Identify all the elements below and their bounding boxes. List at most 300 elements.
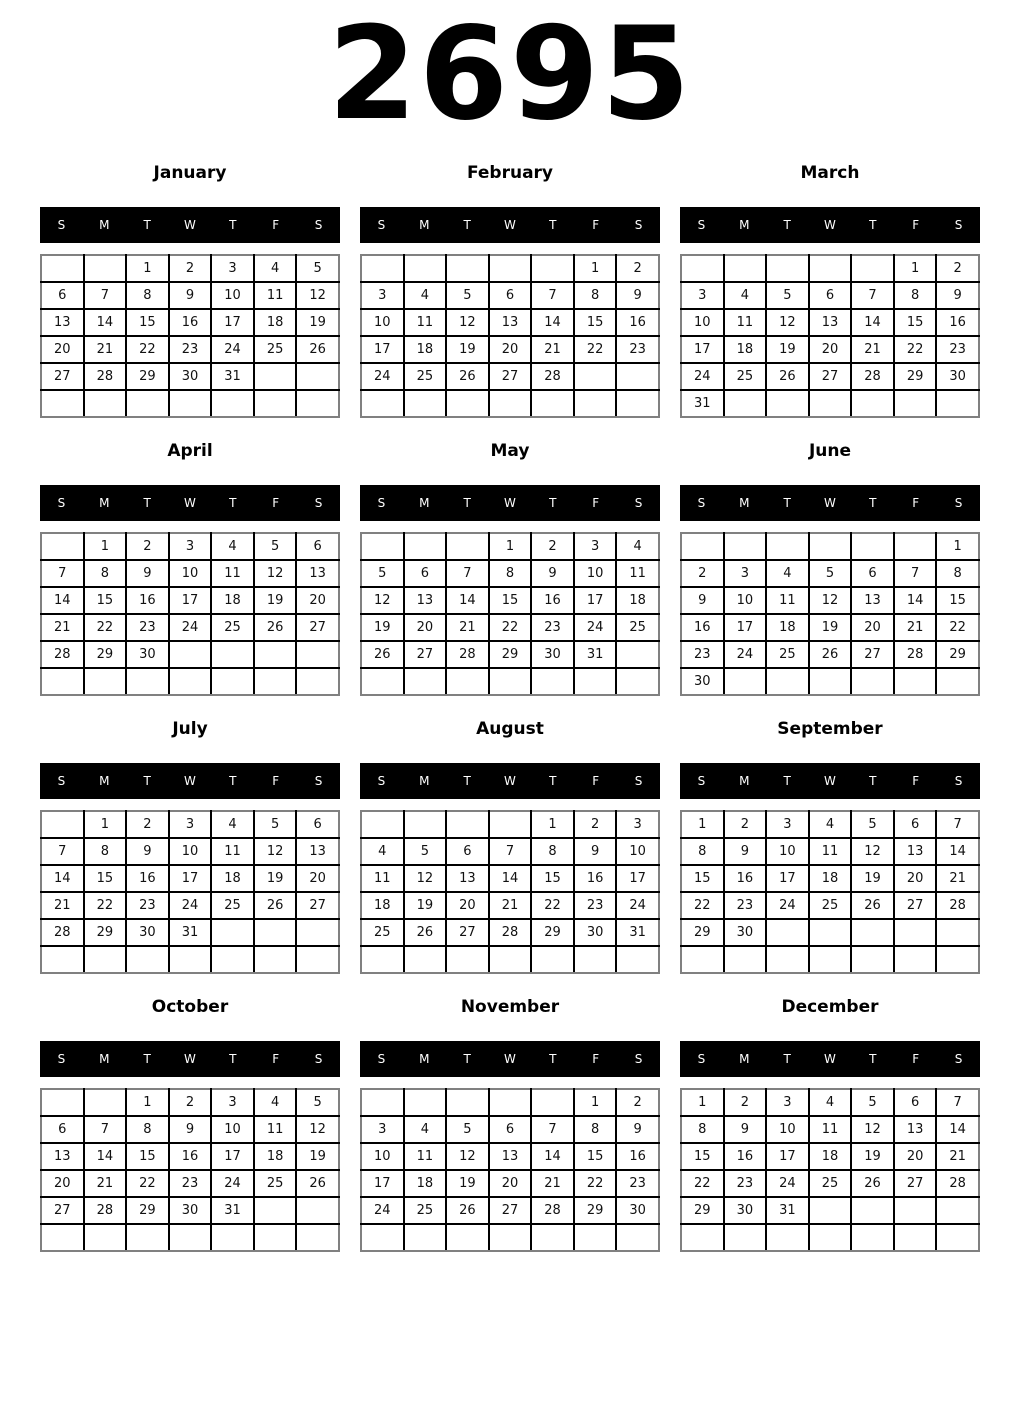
week-row — [361, 838, 659, 865]
weekday-label: S — [634, 1052, 643, 1066]
day-cell: 12 — [361, 587, 404, 614]
day-cell: 20 — [296, 865, 339, 892]
day-cell — [296, 390, 339, 417]
day-cell — [254, 919, 297, 946]
day-cell: 14 — [936, 1116, 979, 1143]
day-cell: 12 — [766, 309, 809, 336]
day-cell: 29 — [894, 363, 937, 390]
day-cell: 11 — [766, 587, 809, 614]
week-row — [361, 1089, 659, 1116]
day-cell: 8 — [936, 560, 979, 587]
weekday-label: S — [314, 774, 323, 788]
day-cell — [574, 1224, 617, 1251]
day-cell: 18 — [766, 614, 809, 641]
week-row — [681, 1197, 979, 1224]
weekday-label: T — [869, 496, 877, 510]
day-cell: 2 — [126, 533, 169, 560]
day-cell — [851, 533, 894, 560]
day-cell: 31 — [766, 1197, 809, 1224]
weekday-label: W — [824, 218, 836, 232]
week-row — [361, 614, 659, 641]
day-cell: 15 — [531, 865, 574, 892]
month-june — [680, 438, 980, 716]
week-row — [41, 1116, 339, 1143]
day-cell: 9 — [574, 838, 617, 865]
day-cell: 25 — [254, 1170, 297, 1197]
day-cell — [851, 1197, 894, 1224]
day-cell: 4 — [211, 533, 254, 560]
day-cell: 15 — [84, 587, 127, 614]
weekday-header-bar — [40, 207, 340, 243]
day-cell — [296, 668, 339, 695]
day-cell — [361, 390, 404, 417]
day-cell: 19 — [809, 614, 852, 641]
day-cell — [489, 1089, 532, 1116]
day-cell — [254, 641, 297, 668]
day-cell: 8 — [574, 1116, 617, 1143]
day-cell: 12 — [296, 1116, 339, 1143]
day-cell — [296, 363, 339, 390]
day-cell: 29 — [489, 641, 532, 668]
day-cell: 11 — [724, 309, 767, 336]
weekday-label: S — [634, 774, 643, 788]
day-cell: 13 — [41, 309, 84, 336]
weekday-label: W — [824, 496, 836, 510]
day-cell — [809, 533, 852, 560]
day-cell: 29 — [574, 1197, 617, 1224]
day-cell — [936, 1197, 979, 1224]
day-cell — [254, 668, 297, 695]
weekday-label: M — [419, 496, 430, 510]
day-cell: 5 — [361, 560, 404, 587]
day-cell: 11 — [809, 838, 852, 865]
day-cell: 11 — [254, 282, 297, 309]
day-cell: 3 — [169, 533, 212, 560]
day-cell: 26 — [809, 641, 852, 668]
week-row — [681, 865, 979, 892]
day-cell — [531, 1089, 574, 1116]
week-row — [681, 1224, 979, 1251]
day-cell — [84, 390, 127, 417]
day-cell: 18 — [361, 892, 404, 919]
day-cell: 20 — [489, 336, 532, 363]
weekday-label: M — [419, 1052, 430, 1066]
day-cell: 12 — [254, 560, 297, 587]
day-cell: 9 — [126, 838, 169, 865]
day-cell: 7 — [936, 1089, 979, 1116]
day-cell — [489, 811, 532, 838]
day-cell — [616, 363, 659, 390]
day-cell — [616, 390, 659, 417]
date-grid — [360, 532, 660, 696]
day-cell: 7 — [489, 838, 532, 865]
week-row — [681, 1116, 979, 1143]
day-cell — [616, 641, 659, 668]
weekday-label: S — [314, 496, 323, 510]
week-row — [361, 533, 659, 560]
day-cell — [894, 1197, 937, 1224]
day-cell: 4 — [404, 282, 447, 309]
day-cell: 17 — [766, 865, 809, 892]
day-cell: 23 — [616, 336, 659, 363]
day-cell: 3 — [766, 1089, 809, 1116]
day-cell: 26 — [296, 336, 339, 363]
day-cell: 13 — [41, 1143, 84, 1170]
day-cell: 22 — [574, 336, 617, 363]
week-row — [361, 363, 659, 390]
day-cell: 1 — [681, 1089, 724, 1116]
day-cell: 11 — [616, 560, 659, 587]
day-cell: 22 — [936, 614, 979, 641]
day-cell — [724, 390, 767, 417]
day-cell: 11 — [361, 865, 404, 892]
day-cell — [446, 946, 489, 973]
day-cell: 21 — [41, 614, 84, 641]
day-cell: 25 — [361, 919, 404, 946]
weekday-label: T — [869, 218, 877, 232]
day-cell: 18 — [254, 1143, 297, 1170]
day-cell: 2 — [574, 811, 617, 838]
day-cell: 30 — [126, 919, 169, 946]
week-row — [361, 946, 659, 973]
weekday-label: S — [954, 496, 963, 510]
day-cell — [361, 1224, 404, 1251]
day-cell — [936, 946, 979, 973]
weekday-label: S — [57, 496, 66, 510]
day-cell — [41, 946, 84, 973]
week-row — [361, 865, 659, 892]
day-cell: 13 — [489, 309, 532, 336]
day-cell: 27 — [296, 892, 339, 919]
weekday-label: T — [783, 774, 791, 788]
day-cell: 3 — [361, 282, 404, 309]
day-cell: 14 — [531, 309, 574, 336]
day-cell — [126, 668, 169, 695]
month-december — [680, 994, 980, 1272]
day-cell — [574, 390, 617, 417]
day-cell: 19 — [404, 892, 447, 919]
month-august — [360, 716, 660, 994]
day-cell — [809, 1197, 852, 1224]
week-row — [361, 336, 659, 363]
day-cell — [361, 255, 404, 282]
day-cell: 25 — [254, 336, 297, 363]
day-cell: 7 — [41, 560, 84, 587]
week-row — [681, 919, 979, 946]
day-cell: 24 — [724, 641, 767, 668]
weekday-label: T — [783, 496, 791, 510]
month-title: March — [800, 163, 860, 183]
day-cell: 28 — [936, 1170, 979, 1197]
week-row — [361, 1197, 659, 1224]
day-cell: 18 — [724, 336, 767, 363]
day-cell: 16 — [681, 614, 724, 641]
day-cell — [211, 1224, 254, 1251]
day-cell: 17 — [361, 336, 404, 363]
day-cell: 1 — [489, 533, 532, 560]
day-cell: 16 — [531, 587, 574, 614]
day-cell: 27 — [851, 641, 894, 668]
day-cell: 7 — [41, 838, 84, 865]
day-cell: 30 — [169, 363, 212, 390]
week-row — [361, 390, 659, 417]
week-row — [681, 363, 979, 390]
weekday-label: T — [869, 774, 877, 788]
day-cell: 26 — [404, 919, 447, 946]
day-cell: 28 — [851, 363, 894, 390]
day-cell — [851, 1224, 894, 1251]
week-row — [681, 838, 979, 865]
day-cell: 2 — [724, 1089, 767, 1116]
day-cell: 12 — [851, 838, 894, 865]
day-cell: 16 — [574, 865, 617, 892]
day-cell: 7 — [531, 282, 574, 309]
day-cell: 28 — [41, 641, 84, 668]
day-cell — [616, 668, 659, 695]
day-cell: 16 — [126, 865, 169, 892]
day-cell: 14 — [41, 865, 84, 892]
week-row — [41, 309, 339, 336]
day-cell: 5 — [446, 282, 489, 309]
day-cell — [616, 1224, 659, 1251]
day-cell: 19 — [296, 1143, 339, 1170]
day-cell: 3 — [211, 255, 254, 282]
day-cell — [296, 1197, 339, 1224]
day-cell — [254, 363, 297, 390]
day-cell: 29 — [84, 919, 127, 946]
day-cell: 11 — [404, 1143, 447, 1170]
day-cell: 14 — [41, 587, 84, 614]
day-cell: 27 — [809, 363, 852, 390]
day-cell: 13 — [296, 838, 339, 865]
day-cell: 7 — [851, 282, 894, 309]
day-cell: 9 — [616, 1116, 659, 1143]
date-grid — [680, 532, 980, 696]
day-cell: 19 — [446, 1170, 489, 1197]
month-title: July — [172, 719, 208, 739]
date-grid — [680, 1088, 980, 1252]
day-cell: 7 — [531, 1116, 574, 1143]
day-cell: 10 — [169, 838, 212, 865]
day-cell: 11 — [211, 838, 254, 865]
day-cell: 22 — [681, 892, 724, 919]
week-row — [41, 892, 339, 919]
day-cell: 15 — [126, 309, 169, 336]
day-cell: 14 — [851, 309, 894, 336]
week-row — [361, 282, 659, 309]
day-cell: 2 — [169, 1089, 212, 1116]
day-cell: 15 — [489, 587, 532, 614]
weekday-label: S — [314, 1052, 323, 1066]
weekday-label: M — [419, 218, 430, 232]
day-cell: 12 — [296, 282, 339, 309]
week-row — [681, 560, 979, 587]
day-cell: 17 — [766, 1143, 809, 1170]
day-cell: 24 — [361, 1197, 404, 1224]
day-cell: 18 — [254, 309, 297, 336]
day-cell: 21 — [489, 892, 532, 919]
weekday-label: S — [697, 774, 706, 788]
day-cell: 24 — [211, 336, 254, 363]
weekday-label: S — [57, 218, 66, 232]
day-cell: 1 — [126, 255, 169, 282]
day-cell: 14 — [489, 865, 532, 892]
day-cell: 16 — [616, 309, 659, 336]
month-february — [360, 160, 660, 438]
weekday-label: F — [592, 218, 600, 232]
day-cell: 8 — [489, 560, 532, 587]
month-title: August — [476, 719, 544, 739]
day-cell: 10 — [616, 838, 659, 865]
weekday-label: M — [739, 218, 750, 232]
day-cell: 25 — [404, 363, 447, 390]
day-cell: 13 — [404, 587, 447, 614]
day-cell — [296, 946, 339, 973]
day-cell: 24 — [361, 363, 404, 390]
day-cell — [851, 668, 894, 695]
week-row — [41, 282, 339, 309]
day-cell: 9 — [126, 560, 169, 587]
day-cell: 4 — [809, 811, 852, 838]
week-row — [361, 811, 659, 838]
day-cell — [404, 255, 447, 282]
weekday-label: S — [954, 774, 963, 788]
day-cell: 16 — [169, 309, 212, 336]
day-cell: 31 — [211, 363, 254, 390]
day-cell: 22 — [126, 1170, 169, 1197]
day-cell: 5 — [446, 1116, 489, 1143]
day-cell: 24 — [574, 614, 617, 641]
day-cell — [296, 641, 339, 668]
week-row — [41, 865, 339, 892]
week-row — [681, 336, 979, 363]
day-cell: 18 — [211, 865, 254, 892]
day-cell: 12 — [851, 1116, 894, 1143]
weekday-label: T — [463, 496, 471, 510]
weekday-label: S — [377, 1052, 386, 1066]
weekday-label: T — [549, 496, 557, 510]
day-cell: 23 — [169, 1170, 212, 1197]
day-cell: 21 — [84, 336, 127, 363]
day-cell — [766, 390, 809, 417]
day-cell: 5 — [809, 560, 852, 587]
weekday-label: S — [954, 1052, 963, 1066]
day-cell — [41, 390, 84, 417]
weekday-label: W — [184, 218, 196, 232]
month-title: May — [490, 441, 530, 461]
day-cell: 21 — [84, 1170, 127, 1197]
day-cell: 6 — [404, 560, 447, 587]
weekday-label: T — [229, 774, 237, 788]
day-cell: 17 — [724, 614, 767, 641]
day-cell: 19 — [361, 614, 404, 641]
day-cell: 27 — [404, 641, 447, 668]
day-cell: 28 — [41, 919, 84, 946]
weekday-label: S — [634, 496, 643, 510]
day-cell — [531, 668, 574, 695]
day-cell: 17 — [616, 865, 659, 892]
weekday-label: W — [184, 496, 196, 510]
day-cell: 6 — [489, 282, 532, 309]
day-cell: 10 — [766, 838, 809, 865]
weekday-label: T — [783, 1052, 791, 1066]
weekday-label: S — [697, 1052, 706, 1066]
day-cell: 4 — [724, 282, 767, 309]
day-cell: 21 — [936, 1143, 979, 1170]
day-cell: 31 — [211, 1197, 254, 1224]
day-cell — [531, 390, 574, 417]
weekday-label: T — [549, 1052, 557, 1066]
weekday-label: T — [463, 1052, 471, 1066]
week-row — [361, 668, 659, 695]
day-cell: 15 — [84, 865, 127, 892]
day-cell — [681, 946, 724, 973]
day-cell: 20 — [489, 1170, 532, 1197]
day-cell: 19 — [766, 336, 809, 363]
day-cell — [766, 946, 809, 973]
day-cell — [126, 946, 169, 973]
month-july — [40, 716, 340, 994]
weekday-header-bar — [360, 1041, 660, 1077]
day-cell: 9 — [169, 282, 212, 309]
day-cell: 8 — [84, 838, 127, 865]
weekday-header-bar — [360, 207, 660, 243]
day-cell: 7 — [84, 1116, 127, 1143]
day-cell — [851, 919, 894, 946]
day-cell: 3 — [766, 811, 809, 838]
day-cell — [894, 919, 937, 946]
date-grid — [40, 532, 340, 696]
weekday-label: M — [99, 1052, 110, 1066]
day-cell: 27 — [894, 892, 937, 919]
day-cell: 8 — [894, 282, 937, 309]
day-cell: 6 — [296, 811, 339, 838]
week-row — [361, 587, 659, 614]
day-cell: 27 — [894, 1170, 937, 1197]
day-cell — [211, 668, 254, 695]
day-cell: 9 — [724, 838, 767, 865]
weekday-label: W — [504, 1052, 516, 1066]
day-cell — [766, 255, 809, 282]
weekday-label: F — [912, 496, 920, 510]
day-cell: 8 — [126, 282, 169, 309]
day-cell: 22 — [126, 336, 169, 363]
weekday-label: F — [272, 496, 280, 510]
day-cell: 27 — [41, 363, 84, 390]
day-cell: 6 — [809, 282, 852, 309]
week-row — [681, 641, 979, 668]
week-row — [41, 1143, 339, 1170]
day-cell — [361, 668, 404, 695]
day-cell: 20 — [41, 336, 84, 363]
day-cell: 6 — [296, 533, 339, 560]
weekday-label: W — [184, 1052, 196, 1066]
weekday-label: W — [184, 774, 196, 788]
week-row — [361, 641, 659, 668]
day-cell — [766, 668, 809, 695]
day-cell — [84, 255, 127, 282]
day-cell: 13 — [894, 1116, 937, 1143]
month-october — [40, 994, 340, 1272]
day-cell: 11 — [254, 1116, 297, 1143]
day-cell — [404, 668, 447, 695]
day-cell — [254, 390, 297, 417]
day-cell: 5 — [404, 838, 447, 865]
day-cell: 17 — [361, 1170, 404, 1197]
weekday-label: F — [912, 774, 920, 788]
day-cell: 2 — [616, 1089, 659, 1116]
day-cell: 30 — [126, 641, 169, 668]
